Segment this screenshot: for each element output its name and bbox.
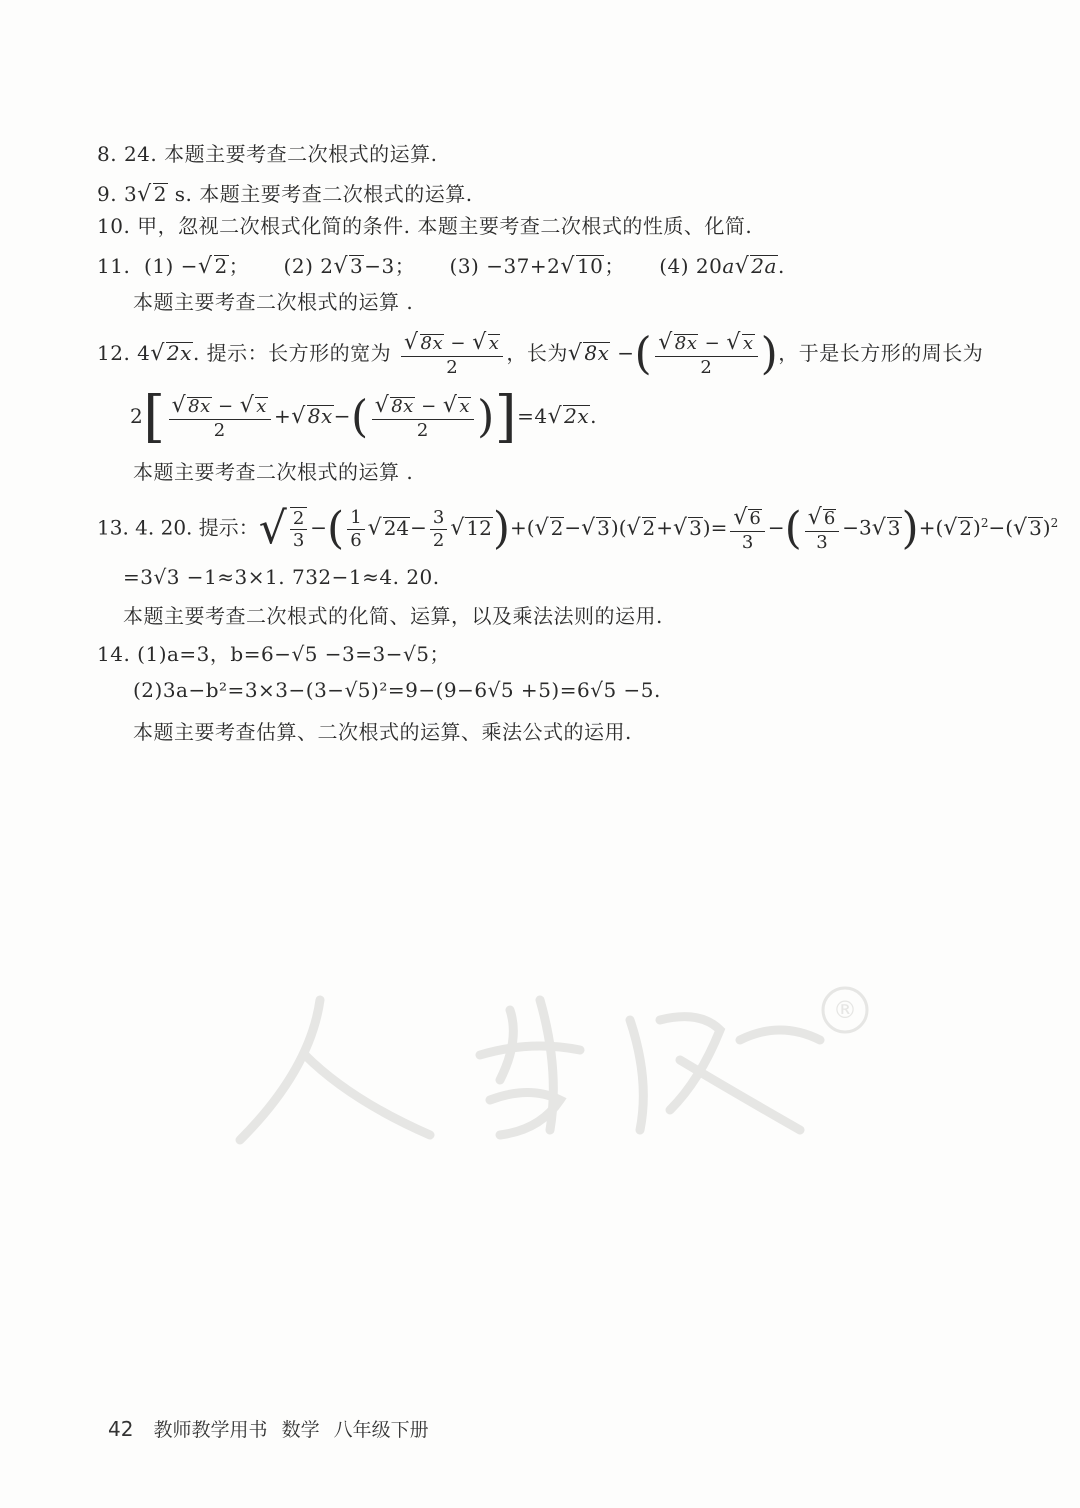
book-grade: 八年级下册 <box>333 1419 429 1441</box>
answer-11: 11. (1) −√ 2； (2) 2√ 3−3； (3) −37+2√ 10； (4) 20a√ 2a. <box>97 254 785 279</box>
answer-14-part2: (2)3a−b²=3×3−(3−√5)²=9−(9−6√5 +5)=6√5 −5. <box>133 678 661 702</box>
page-number: 42 <box>108 1417 134 1441</box>
answer-14: 14. (1)a=3，b=6−√5 −3=3−√5； <box>97 642 450 666</box>
answer-12-line2: 2[ $\frac{√ 8x - √ x}{2}$ +√ 8x−( $\frac{√ 8x - √ x}{2}$ )]=4√ 2x. <box>130 384 597 450</box>
book-subject: 数学 <box>281 1419 320 1441</box>
page-footer <box>108 1415 437 1442</box>
answer-11-note: 本题主要考查二次根式的运算 . <box>133 290 414 314</box>
answer-12: 12. 4√ 2x. 提示：长方形的宽为 $\frac{√ 8x - √ x}{2}$ ，长为√ 8x −( $\frac{√ 8x - √ x}{2}$ )，于是长方形的周长为 <box>97 328 984 380</box>
answer-9: 9. 3√ 2 s. 本题主要考查二次根式的运算. <box>97 182 473 207</box>
answer-8: 8. 24. 本题主要考查二次根式的运算. <box>97 142 438 166</box>
answer-13-note: 本题主要考查二次根式的化简、运算，以及乘法法则的运用. <box>123 604 663 628</box>
answer-14-note: 本题主要考查估算、二次根式的运算、乘法公式的运用. <box>133 720 632 744</box>
answer-13: 13. 4. 20. 提示：√ $\frac{2}{3}$ −( $\frac{1}{6}$ √ 24− $\frac{3}{2}$ √ 12)+(√ 2−√ 3)(√ 2+√ 3)= $\frac{√ 6}{3}$ −( $\frac{√ 6}{3}$ −3√ 3)+(√ 2)$^2$−(√ 3)$^2$ <box>97 503 1059 555</box>
answer-12-note: 本题主要考查二次根式的运算 . <box>133 460 414 484</box>
svg-text:®: ® <box>833 996 857 1024</box>
book-title: 教师教学用书 <box>153 1419 268 1441</box>
answer-13-line2: =3√3 −1≈3×1. 732−1≈4. 20. <box>123 565 440 589</box>
publisher-watermark-logo <box>200 960 890 1160</box>
answer-10: 10. 甲，忽视二次根式化简的条件. 本题主要考查二次根式的性质、化简. <box>97 214 753 238</box>
